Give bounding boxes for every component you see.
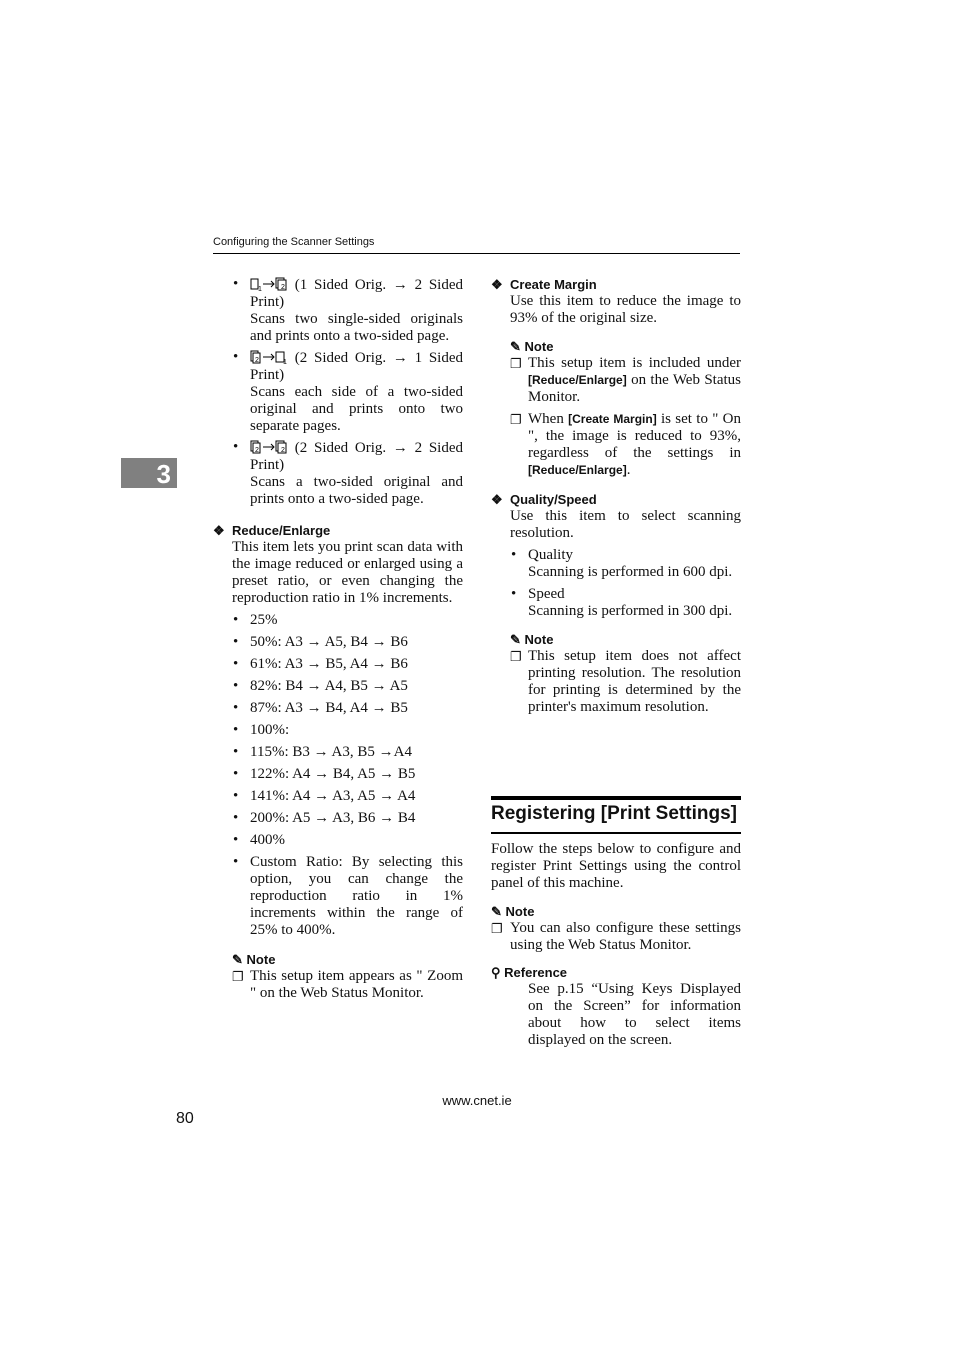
quality-speed-body: Use this item to select scanning resolution. <box>510 508 741 541</box>
list-item: • 115%: B3 → A3, B5 →A4 <box>233 744 412 760</box>
chapter-tab <box>121 458 177 488</box>
note-heading: ✎ Note <box>510 632 554 647</box>
note-item: ❐ When [Create Margin] is set to " On ", the image is reduced to 93%, regardless of the settings in [Reduce/Enlarge]. <box>510 411 742 478</box>
section-heading: Registering [Print Settings] <box>491 803 737 824</box>
list-item: • Custom Ratio: By selecting this option, you can change the reproduction ratio in 1% increments within the range of 25% to 400%. <box>233 854 463 938</box>
reference-heading: ⚲ Reference <box>491 965 568 980</box>
duplex-label: (2 Sided Orig. → 2 Sided Print) <box>250 440 464 473</box>
svg-text:2: 2 <box>281 447 285 454</box>
duplex-label: (1 Sided Orig. → 2 Sided Print) <box>250 277 464 310</box>
note-item: ❐ This setup item appears as " Zoom " on the Web Status Monitor. <box>232 968 463 1001</box>
list-item: • 122%: A4 → B4, A5 → B5 <box>233 766 416 782</box>
one-to-two-sided-icon <box>250 276 288 291</box>
svg-text:1: 1 <box>283 359 287 364</box>
duplex-desc: Scans two single-sided originals and prints onto a two-sided page. <box>250 311 463 344</box>
ratio-list <box>213 612 463 939</box>
two-to-two-sided-icon <box>250 439 288 454</box>
checkbox-icon: ❐ <box>510 412 522 427</box>
svg-text:1: 1 <box>258 286 262 291</box>
list-item: • 61%: A3 → B5, A4 → B6 <box>233 656 408 672</box>
note-heading: ✎ Note <box>510 339 554 354</box>
chapter-number: 3 <box>156 459 171 489</box>
list-item: • 82%: B4 → A4, B5 → A5 <box>233 678 408 694</box>
svg-text:2: 2 <box>255 357 259 364</box>
diamond-icon: ❖ <box>213 523 225 538</box>
list-item: • 50%: A3 → A5, B4 → B6 <box>233 634 408 650</box>
heading-rule-bottom <box>491 832 741 834</box>
list-item: • 87%: A3 → B4, A4 → B5 <box>233 700 408 716</box>
checkbox-icon: ❐ <box>510 649 522 664</box>
right-column <box>491 276 741 716</box>
checkbox-icon: ❐ <box>510 356 522 371</box>
checkbox-icon: ❐ <box>232 969 244 984</box>
reduce-enlarge-key: [Reduce/Enlarge] <box>528 463 627 477</box>
page-number: 80 <box>176 1110 194 1127</box>
two-to-one-sided-icon <box>250 349 288 364</box>
duplex-item: • 2 1 (2 Sided Orig. → 1 Sided Print) Scans each side of a two-sided original and prints onto two separate pages. <box>233 349 464 434</box>
list-item: • 400% <box>233 832 285 848</box>
diamond-icon: ❖ <box>491 277 503 292</box>
list-item: • 25% <box>233 612 278 628</box>
left-column <box>213 276 463 1002</box>
reduce-enlarge-key: [Reduce/Enlarge] <box>528 373 627 387</box>
list-item: • 200%: A5 → A3, B6 → B4 <box>233 810 416 826</box>
svg-text:2: 2 <box>255 447 259 454</box>
duplex-item: • 1 2 (1 Sided Orig. → 2 Sided Print) Scans two single-sided originals and prints onto a two-sided page. <box>233 276 464 344</box>
list-item: • 141%: A4 → A3, A5 → A4 <box>233 788 416 804</box>
duplex-label: (2 Sided Orig. → 1 Sided Print) <box>250 350 464 383</box>
magnifier-icon: ⚲ <box>491 965 501 980</box>
checkbox-icon: ❐ <box>491 921 503 936</box>
list-item: • 100%: <box>233 722 290 738</box>
pencil-icon: ✎ <box>510 339 521 354</box>
pencil-icon: ✎ <box>510 632 521 647</box>
create-margin-body: Use this item to reduce the image to 93% of the original size. <box>510 293 741 326</box>
list-item: • Speed Scanning is performed in 300 dpi. <box>511 586 733 619</box>
pencil-icon: ✎ <box>232 952 243 967</box>
note-heading: ✎ Note <box>491 904 535 919</box>
reduce-enlarge-title: ❖ Reduce/Enlarge <box>213 523 331 538</box>
quality-speed-title: ❖ Quality/Speed <box>491 492 597 507</box>
note-item: ❐ You can also configure these settings using the Web Status Monitor. <box>491 920 741 953</box>
duplex-item: • 2 2 (2 Sided Orig. → 2 Sided Print) Scans a two-sided original and prints onto a two-sided page. <box>233 439 464 507</box>
create-margin-key: [Create Margin] <box>568 412 657 426</box>
diamond-icon: ❖ <box>491 492 503 507</box>
duplex-desc: Scans each side of a two-sided original and prints onto two separate pages. <box>250 384 463 434</box>
list-item: • Quality Scanning is performed in 600 dpi. <box>511 547 733 580</box>
create-margin-title: ❖ Create Margin <box>491 277 597 292</box>
reference-body: See p.15 “Using Keys Displayed on the Screen” for information about how to select items displayed on the screen. <box>528 981 741 1048</box>
note-item: ❐ This setup item does not affect printing resolution. The resolution for printing is determined by the printer's maximum resolution. <box>510 648 741 715</box>
note-heading: ✎ Note <box>232 952 276 967</box>
pencil-icon: ✎ <box>491 904 502 919</box>
heading-rule-top <box>491 796 741 800</box>
registering-body: Follow the steps below to configure and register Print Settings using the control panel of this machine. <box>491 841 741 891</box>
header-rule <box>213 253 740 254</box>
registering-content <box>491 841 741 1049</box>
footer-url: www.cnet.ie <box>442 1093 512 1108</box>
note-item: ❐ This setup item is included under [Reduce/Enlarge] on the Web Status Monitor. <box>510 355 741 405</box>
running-header: Configuring the Scanner Settings <box>213 236 375 248</box>
duplex-desc: Scans a two-sided original and prints onto a two-sided page. <box>250 474 463 507</box>
reduce-enlarge-body: This item lets you print scan data with the image reduced or enlarged using a preset ratio, or even changing the reproduction ratio in 1% increments. <box>232 539 463 606</box>
svg-text:2: 2 <box>281 284 285 291</box>
